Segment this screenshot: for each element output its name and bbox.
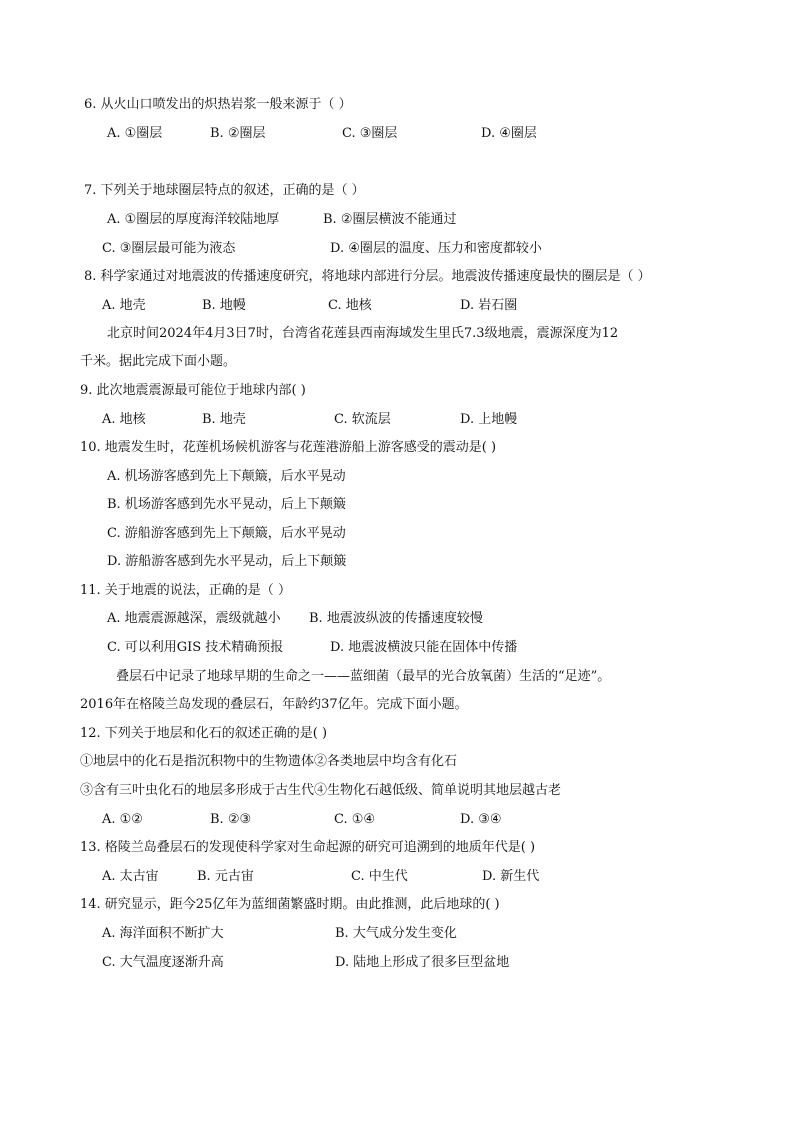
question-12-option-c: C. ①④ (334, 812, 376, 827)
question-8-option-c: C. 地核 (328, 298, 372, 313)
question-7-option-b: B. ②圈层横波不能通过 (323, 212, 457, 227)
question-7-stem: 7. 下列关于地球圈层特点的叙述，正确的是（ ） (84, 183, 365, 198)
question-12-statements-line-2: ③含有三叶虫化石的地层多形成于古生代④生物化石越低级、简单说明其地层越古老 (80, 783, 562, 798)
question-11-option-c: C. 可以利用GIS 技术精确预报 (107, 640, 284, 655)
question-9-option-d: D. 上地幔 (460, 412, 518, 427)
question-12-option-d: D. ③④ (460, 812, 502, 827)
question-9-option-a: A. 地核 (102, 412, 146, 427)
question-6-option-c: C. ③圈层 (342, 126, 398, 141)
question-7-option-a: A. ①圈层的厚度海洋较陆地厚 (107, 212, 280, 227)
question-12-option-b: B. ②③ (210, 812, 252, 827)
question-14-option-b: B. 大气成分发生变化 (335, 926, 457, 941)
question-7-option-d: D. ④圈层的温度、压力和密度都较小 (330, 241, 542, 256)
question-8-option-d: D. 岩石圈 (460, 298, 518, 313)
question-14-stem: 14. 研究显示，距今25亿年为蓝细菌繁盛时期。由此推测，此后地球的( ) (80, 897, 500, 912)
question-9-option-c: C. 软流层 (334, 412, 391, 427)
question-6-option-b: B. ②圈层 (210, 126, 266, 141)
question-8-option-b: B. 地幔 (202, 298, 246, 313)
question-13-option-b: B. 元古宙 (197, 869, 254, 884)
question-11-option-d: D. 地震波横波只能在固体中传播 (330, 640, 518, 655)
question-8-stem: 8. 科学家通过对地震波的传播速度研究，将地球内部进行分层。地震波传播速度最快的圈层是（ ） (84, 269, 651, 284)
question-7-option-c: C. ③圈层最可能为液态 (102, 241, 236, 256)
question-10-option-a: A. 机场游客感到先上下颠簸，后水平晃动 (107, 469, 346, 484)
question-6-option-a: A. ①圈层 (107, 126, 163, 141)
question-13-option-d: D. 新生代 (482, 869, 540, 884)
question-10-option-d: D. 游船游客感到先水平晃动，后上下颠簸 (107, 554, 347, 569)
question-12-statements-line-1: ①地层中的化石是指沉积物中的生物遗体②各类地层中均含有化石 (80, 754, 458, 769)
question-12-stem: 12. 下列关于地层和化石的叙述正确的是( ) (80, 726, 328, 741)
question-9-option-b: B. 地壳 (202, 412, 246, 427)
question-14-option-d: D. 陆地上形成了很多巨型盆地 (335, 955, 510, 970)
question-14-option-c: C. 大气温度逐渐升高 (102, 955, 224, 970)
question-13-option-a: A. 太古宙 (102, 869, 159, 884)
question-13-stem: 13. 格陵兰岛叠层石的发现使科学家对生命起源的研究可追溯到的地质年代是( ) (80, 840, 536, 855)
question-11-stem: 11. 关于地震的说法，正确的是（ ） (80, 583, 291, 598)
question-11-option-a: A. 地震震源越深，震级就越小 (107, 611, 281, 626)
question-10-option-b: B. 机场游客感到先水平晃动，后上下颠簸 (107, 497, 346, 512)
question-8-option-a: A. 地壳 (102, 298, 146, 313)
question-9-stem: 9. 此次地震震源最可能位于地球内部( ) (80, 383, 306, 398)
question-10-stem: 10. 地震发生时，花莲机场候机游客与花莲港游船上游客感受的震动是( ) (80, 440, 497, 455)
passage-stromatolite-line-2: 2016年在格陵兰岛发现的叠层石，年龄约37亿年。完成下面小题。 (80, 697, 468, 712)
question-11-option-b: B. 地震波纵波的传播速度较慢 (309, 611, 483, 626)
passage-earthquake-line-1: 北京时间2024年4月3日7时，台湾省花莲县西南海域发生里氏7.3级地震，震源深度为12 (107, 326, 619, 341)
question-10-option-c: C. 游船游客感到先上下颠簸，后水平晃动 (107, 526, 346, 541)
passage-stromatolite-line-1: 叠层石中记录了地球早期的生命之一——蓝细菌（最早的光合放氧菌）生活的“足迹”。 (116, 669, 611, 684)
question-14-option-a: A. 海洋面积不断扩大 (102, 926, 224, 941)
question-12-option-a: A. ①② (102, 812, 143, 827)
question-6-stem: 6. 从火山口喷发出的炽热岩浆一般来源于（ ） (84, 97, 352, 112)
question-13-option-c: C. 中生代 (351, 869, 408, 884)
passage-earthquake-line-2: 千米。据此完成下面小题。 (80, 354, 237, 369)
question-6-option-d: D. ④圈层 (481, 126, 537, 141)
